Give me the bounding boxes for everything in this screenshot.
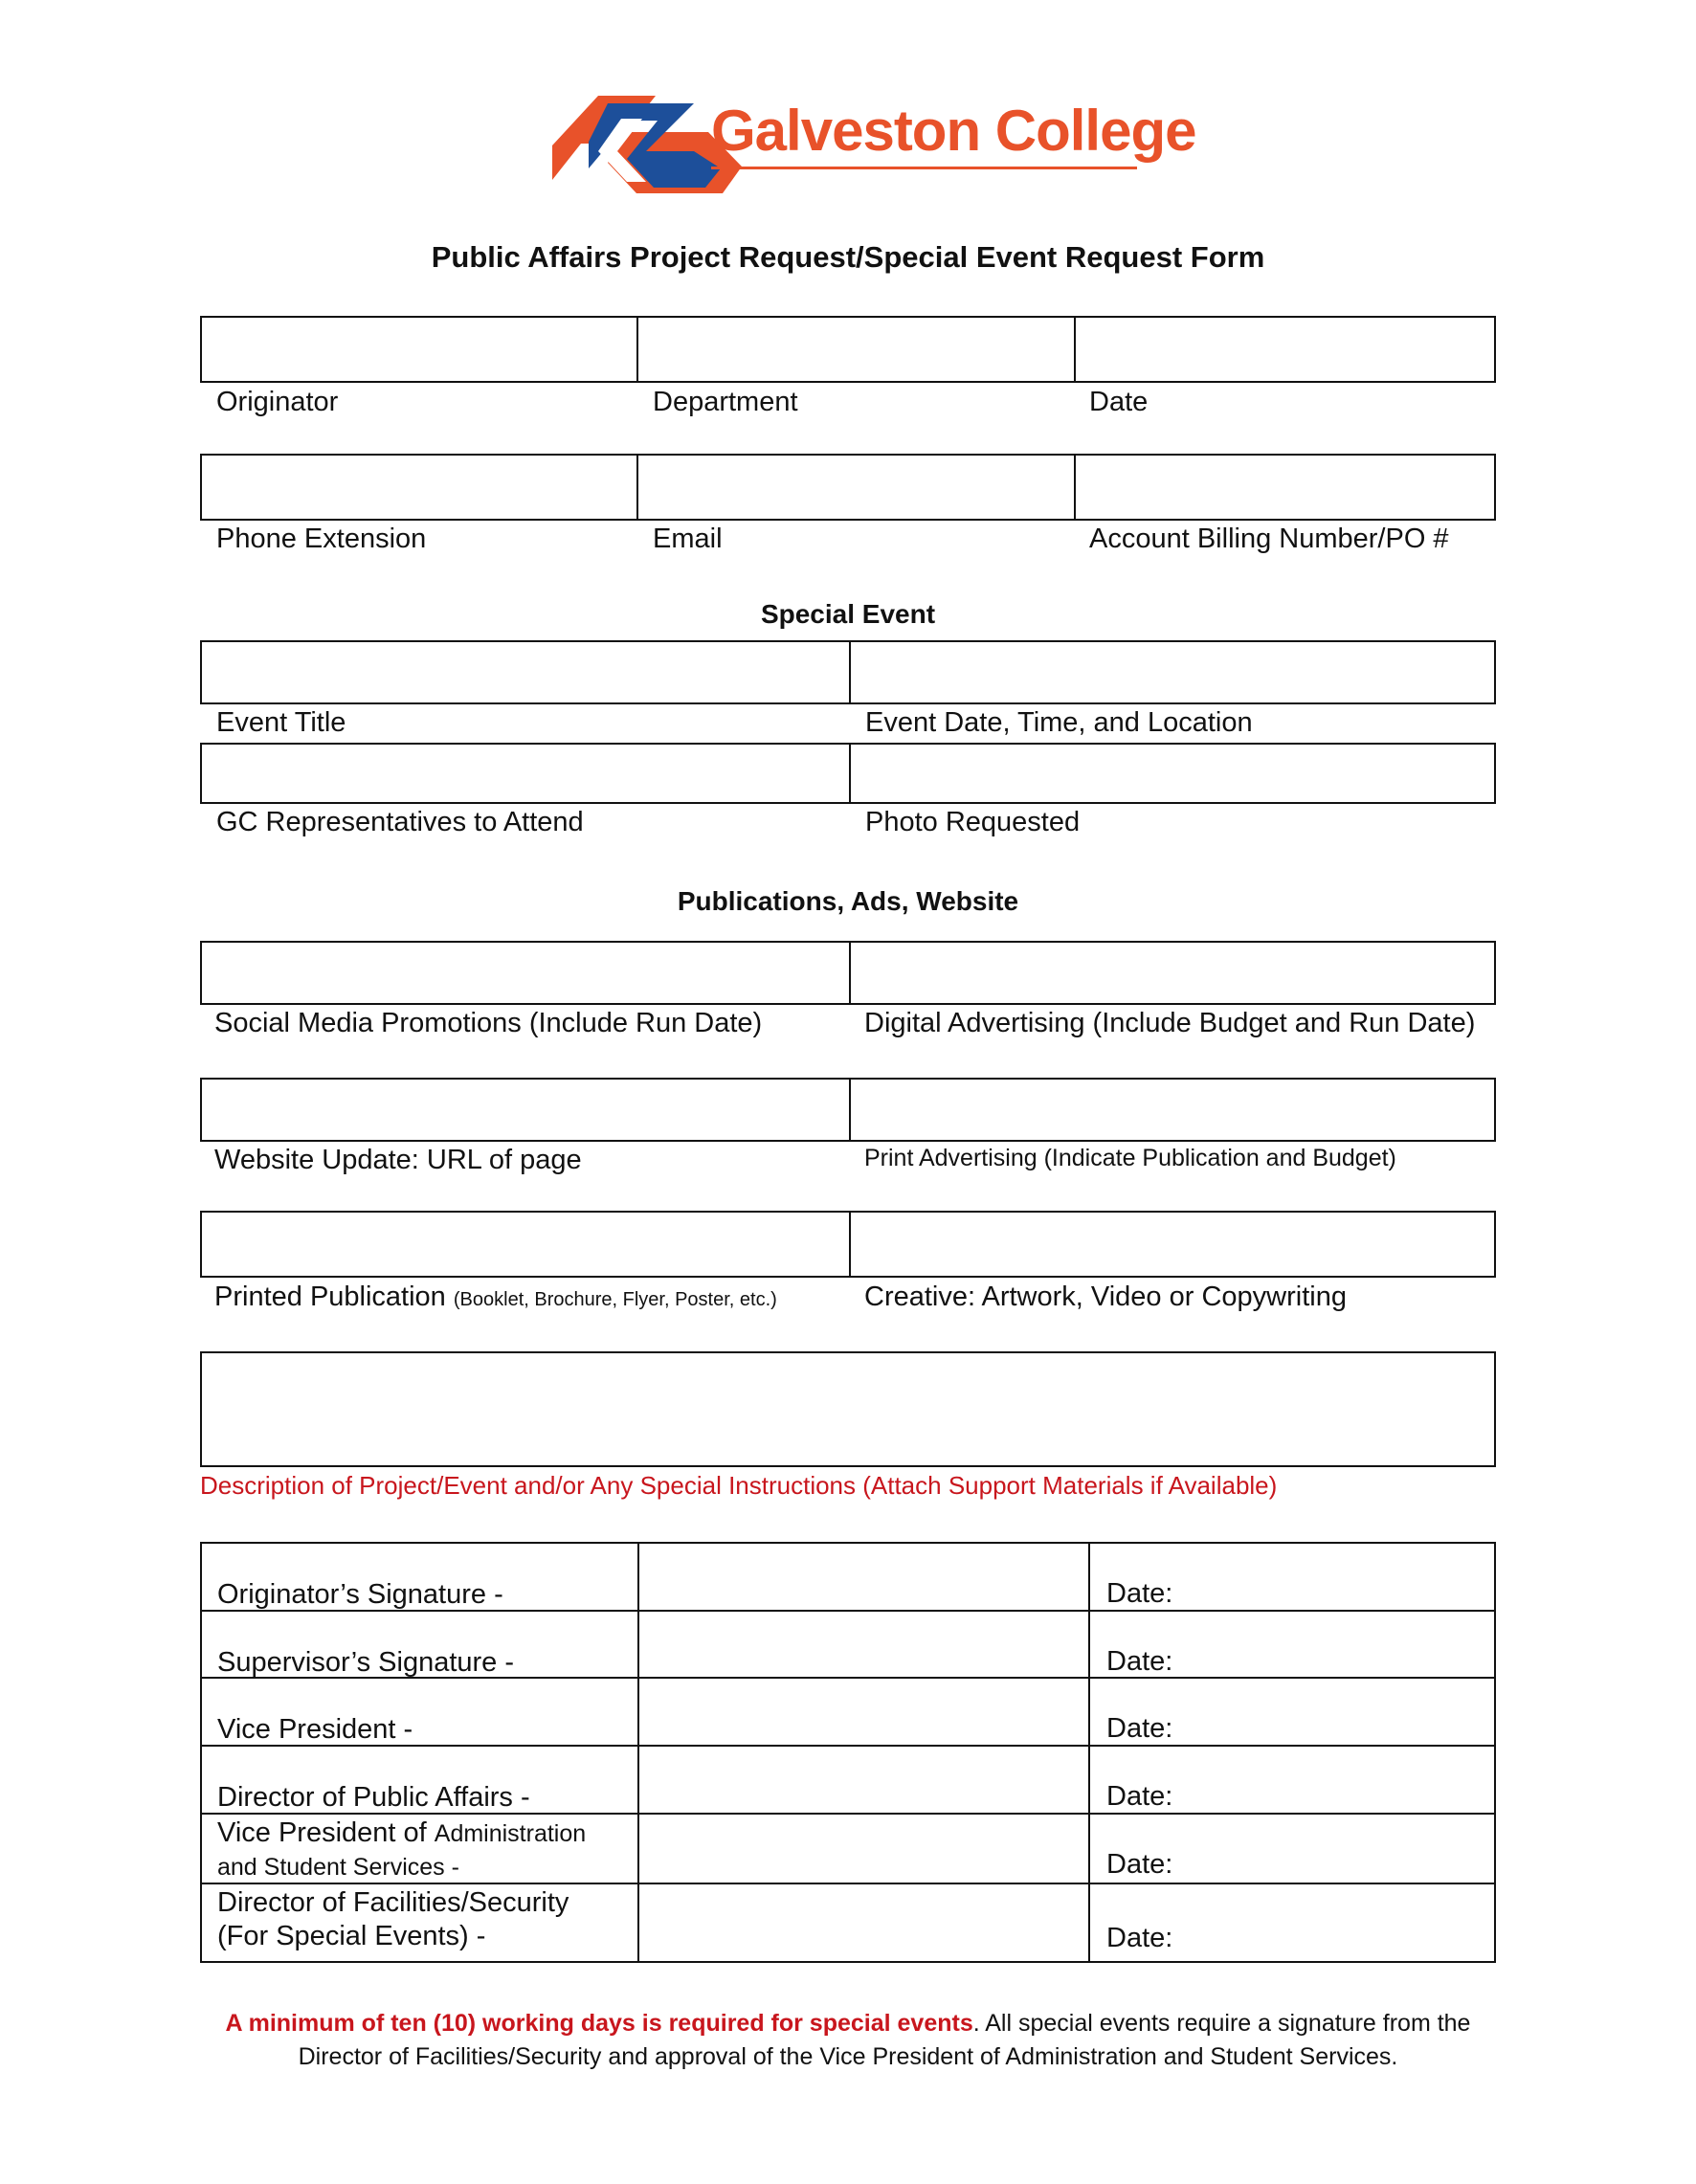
vice-president-signature-field[interactable]: [639, 1679, 1089, 1745]
signature-label: Originator’s Signature -: [217, 1579, 503, 1610]
originator-signature-field[interactable]: [639, 1544, 1089, 1610]
originator-label: Originator: [216, 387, 339, 417]
form-title: Public Affairs Project Request/Special Event Request Form: [431, 240, 1265, 274]
account-billing-label: Account Billing Number/PO #: [1089, 524, 1449, 554]
facilities-signature-field[interactable]: [639, 1884, 1089, 1965]
department-label: Department: [653, 387, 798, 417]
special-event-heading: Special Event: [760, 599, 936, 629]
signature-label-part: and Student Services -: [217, 1853, 459, 1881]
college-logo: [550, 94, 1196, 197]
event-title-label: Event Title: [216, 707, 346, 738]
creative-label: Creative: Artwork, Video or Copywriting: [864, 1281, 1347, 1312]
email-label: Email: [653, 524, 723, 554]
signature-row-public-affairs: [202, 1747, 1494, 1815]
signature-row-facilities: [202, 1884, 1494, 1965]
description-label: Description of Project/Event and/or Any Special Instructions (Attach Support Materials if Available): [200, 1471, 1278, 1500]
account-billing-field[interactable]: [1074, 454, 1496, 521]
print-advertising-field[interactable]: [849, 1078, 1496, 1142]
signature-date-label: Date:: [1106, 1713, 1173, 1744]
event-date-time-location-field[interactable]: [849, 640, 1496, 704]
website-update-label: Website Update: URL of page: [214, 1145, 582, 1175]
signature-label: [217, 1886, 569, 1953]
event-date-time-location-label: Event Date, Time, and Location: [865, 707, 1253, 738]
gc-representatives-label: GC Representatives to Attend: [216, 807, 584, 837]
social-media-label: Social Media Promotions (Include Run Date): [214, 1008, 763, 1038]
printed-publication-label-small: (Booklet, Brochure, Flyer, Poster, etc.): [453, 1289, 777, 1310]
printed-publication-label-main: Printed Publication: [214, 1281, 446, 1312]
signature-label-part: (For Special Events) -: [217, 1920, 486, 1951]
vp-administration-signature-field[interactable]: [639, 1815, 1089, 1883]
description-field[interactable]: [200, 1351, 1496, 1467]
signature-label-part: Administration: [434, 1820, 587, 1847]
signature-label: Vice President -: [217, 1714, 413, 1745]
print-advertising-label: Print Advertising (Indicate Publication and Budget): [864, 1145, 1396, 1171]
supervisor-signature-field[interactable]: [639, 1612, 1089, 1677]
creative-field[interactable]: [849, 1211, 1496, 1278]
logo-wordmark: Galveston College: [711, 99, 1196, 163]
signature-label: Director of Public Affairs -: [217, 1782, 530, 1813]
date-field[interactable]: [1074, 316, 1496, 383]
digital-advertising-field[interactable]: [849, 941, 1496, 1005]
signature-row-originator: [202, 1544, 1494, 1612]
signature-row-vice-president: [202, 1679, 1494, 1747]
logo-underline: [711, 167, 1137, 169]
department-field[interactable]: [636, 316, 1077, 383]
signature-label-part: Director of Facilities/Security: [217, 1887, 569, 1918]
footer-note: [191, 2007, 1505, 2074]
printed-publication-field[interactable]: [200, 1211, 852, 1278]
gc-representatives-field[interactable]: [200, 743, 852, 804]
signature-label: Supervisor’s Signature -: [217, 1647, 515, 1678]
signature-label: [217, 1816, 586, 1883]
signature-date-label: Date:: [1106, 1849, 1173, 1880]
event-title-field[interactable]: [200, 640, 852, 704]
printed-publication-label: [214, 1283, 777, 1311]
footer-rest-text: . All special events require a signature from the Director of Facilities/Security and approval of the Vice President of Administration and Student Services.: [298, 2010, 1471, 2070]
publications-heading: Publications, Ads, Website: [677, 886, 1019, 916]
photo-requested-field[interactable]: [849, 743, 1496, 804]
email-field[interactable]: [636, 454, 1077, 521]
signature-table: [200, 1542, 1496, 1963]
website-update-field[interactable]: [200, 1078, 852, 1142]
phone-extension-label: Phone Extension: [216, 524, 427, 554]
signature-date-label: Date:: [1106, 1923, 1173, 1953]
signature-date-label: Date:: [1106, 1646, 1173, 1677]
date-label: Date: [1089, 387, 1149, 417]
signature-row-vp-administration: [202, 1815, 1494, 1884]
signature-row-supervisor: [202, 1612, 1494, 1679]
footer-red-text: A minimum of ten (10) working days is required for special events: [225, 2010, 973, 2037]
social-media-field[interactable]: [200, 941, 852, 1005]
digital-advertising-label: Digital Advertising (Include Budget and Run Date): [864, 1008, 1476, 1038]
signature-date-label: Date:: [1106, 1578, 1173, 1609]
photo-requested-label: Photo Requested: [865, 807, 1081, 837]
phone-extension-field[interactable]: [200, 454, 639, 521]
signature-date-label: Date:: [1106, 1781, 1173, 1812]
public-affairs-signature-field[interactable]: [639, 1747, 1089, 1813]
signature-label-part: Vice President of: [217, 1817, 435, 1848]
originator-field[interactable]: [200, 316, 639, 383]
